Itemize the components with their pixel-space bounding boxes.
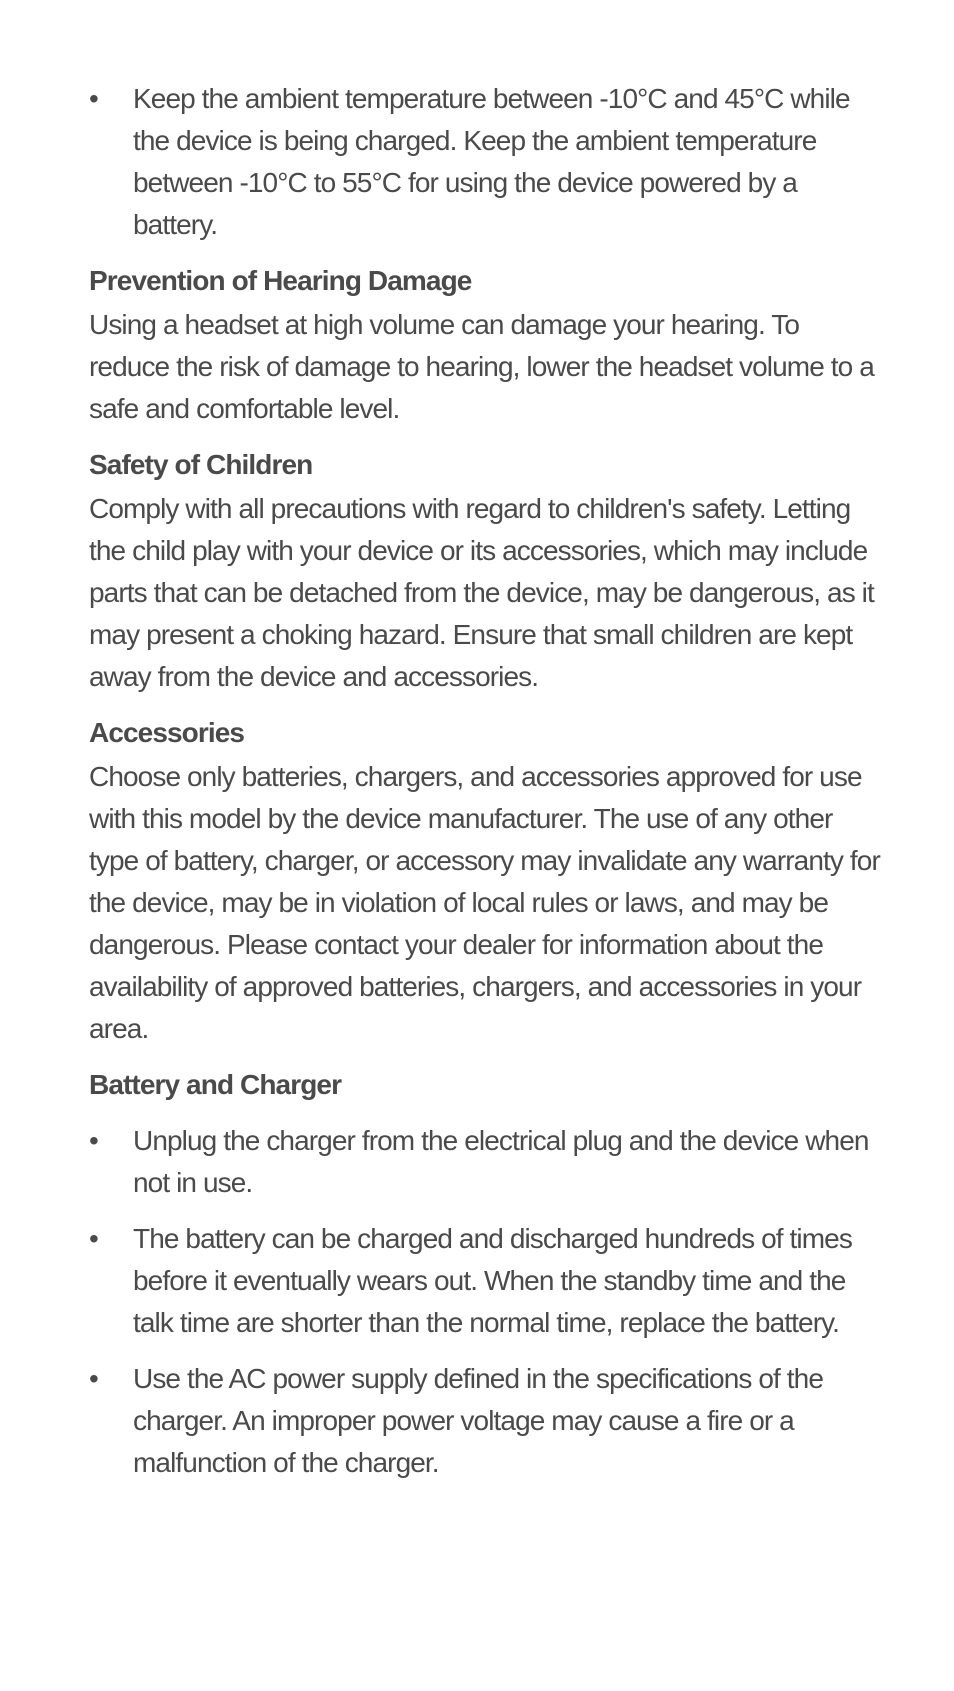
section-heading: Accessories (89, 717, 245, 748)
list-item (89, 1218, 884, 1344)
charger-bullet-list (89, 1120, 884, 1484)
section-paragraph: Comply with all precautions with regard to children's safety. Letting the child play with your device or its accessories, which may include parts that can be detached from the device, may be dangerous, as it may present a choking hazard. Ensure that small children are kept away from the device and accessories. (89, 493, 874, 692)
section-accessories (89, 712, 884, 1050)
section-heading: Safety of Children (89, 449, 313, 480)
bullet-icon: • (89, 1363, 98, 1394)
bullet-icon: • (89, 1125, 98, 1156)
bullet-icon: • (89, 83, 98, 114)
bullet-icon: • (89, 1223, 98, 1254)
section-paragraph: Choose only batteries, chargers, and accessories approved for use with this model by the device manufacturer. The use of any other type of battery, charger, or accessory may invalidate any warranty for the device, may be in violation of local rules or laws, and may be dangerous. Please contact your dealer for information about the availability of approved batteries, chargers, and accessories in your area. (89, 761, 880, 1044)
section-heading: Battery and Charger (89, 1069, 342, 1100)
list-item (89, 1120, 884, 1204)
section-safety-of-children (89, 444, 884, 698)
bullet-text: The battery can be charged and discharged hundreds of times before it eventually wears out. When the standby time and the talk time are shorter than the normal time, replace the battery. (133, 1223, 852, 1338)
document-page (89, 78, 884, 1498)
list-item (89, 78, 884, 246)
section-battery-and-charger (89, 1064, 884, 1484)
temperature-bullet-list (89, 78, 884, 246)
bullet-text: Unplug the charger from the electrical plug and the device when not in use. (133, 1125, 869, 1198)
section-heading: Prevention of Hearing Damage (89, 265, 472, 296)
section-hearing-damage (89, 260, 884, 430)
bullet-text: Keep the ambient temperature between -10°C and 45°C while the device is being charged. Keep the ambient temperature between -10°C to 55°C for using the device powered by a battery. (133, 83, 850, 240)
section-paragraph: Using a headset at high volume can damage your hearing. To reduce the risk of damage to hearing, lower the headset volume to a safe and comfortable level. (89, 309, 874, 424)
bullet-text: Use the AC power supply defined in the specifications of the charger. An improper power voltage may cause a fire or a malfunction of the charger. (133, 1363, 823, 1478)
list-item (89, 1358, 884, 1484)
